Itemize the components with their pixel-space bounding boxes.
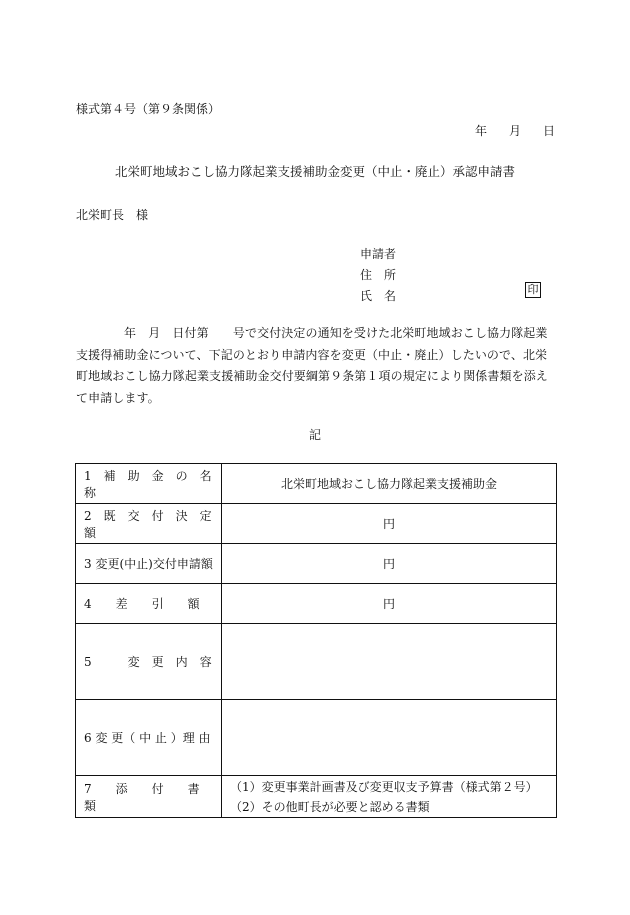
table-row xyxy=(76,624,557,700)
row-label: 5 変 更 内 容 xyxy=(76,624,222,700)
ki-heading: 記 xyxy=(308,428,321,442)
addressee: 北栄町長 様 xyxy=(76,208,149,222)
applicant-label: 申請者 xyxy=(360,247,397,261)
row-label: 3 変更(中止)交付申請額 xyxy=(76,544,222,584)
attachment-item: （2）その他町長が必要と認める書類 xyxy=(230,799,430,814)
month-label: 月 xyxy=(508,124,521,138)
table-row xyxy=(76,504,557,544)
table-row xyxy=(76,464,557,504)
table-row xyxy=(76,544,557,584)
year-label: 年 xyxy=(474,124,487,138)
row-value xyxy=(222,700,557,776)
form-number: 様式第４号（第９条関係） xyxy=(76,102,221,116)
applicant-name: 氏 名 xyxy=(360,289,397,303)
row-label: 1 補 助 金 の 名 称 xyxy=(76,464,222,504)
row-value xyxy=(222,624,557,700)
row-value: 円 xyxy=(222,544,557,584)
row-value: 円 xyxy=(222,504,557,544)
body-text: 年 月 日付第 号で交付決定の通知を受けた北栄町地域おこし協力隊起業支援得補助金について、下記のとおり申請内容を変更（中止・廃止）したいので、北栄町地域おこし協力隊起業支援補助金交付要綱第９条第１項の規定により関係書類を添えて申請します。 xyxy=(76,326,548,405)
row-value: 円 xyxy=(222,584,557,624)
row-label: 2 既 交 付 決 定 額 xyxy=(76,504,222,544)
row-value: 北栄町地域おこし協力隊起業支援補助金 xyxy=(222,464,557,504)
day-label: 日 xyxy=(542,124,555,138)
attachment-item: （1）変更事業計画書及び変更収支予算書（様式第２号） xyxy=(230,779,538,794)
attachments-cell xyxy=(222,776,557,818)
application-table xyxy=(75,463,557,818)
table-row xyxy=(76,700,557,776)
row-label: 7 添 付 書 類 xyxy=(76,776,222,818)
row-label: 6 変 更（ 中 止 ）理 由 xyxy=(76,700,222,776)
date-line xyxy=(475,122,555,139)
applicant-address: 住 所 xyxy=(360,268,397,282)
seal-mark: 印 xyxy=(525,282,541,298)
applicant-block xyxy=(360,244,396,307)
document-title: 北栄町地域おこし協力隊起業支援補助金変更（中止・廃止）承認申請書 xyxy=(114,164,515,179)
row-label: 4 差 引 額 xyxy=(76,584,222,624)
table-row xyxy=(76,776,557,818)
table-row xyxy=(76,584,557,624)
